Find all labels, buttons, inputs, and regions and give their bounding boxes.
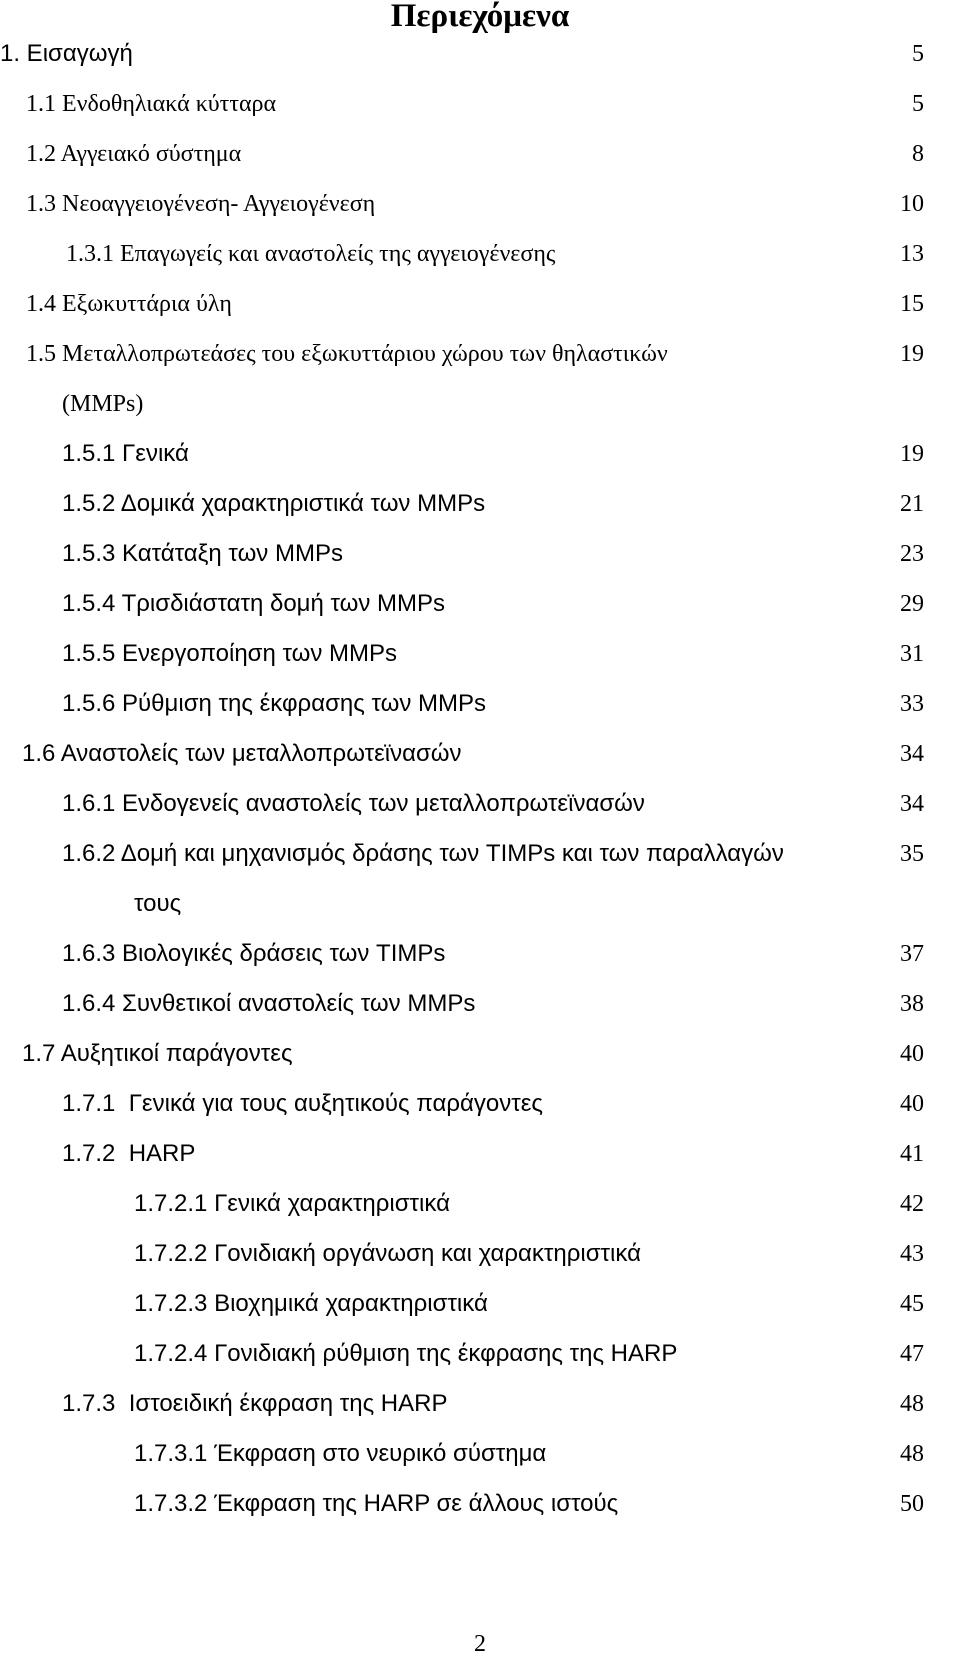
toc-entry-continuation-row xyxy=(0,879,960,929)
toc-entry-label: 1.7.1 Γενικά για τους αυξητικούς παράγοντες xyxy=(62,1090,543,1117)
toc-entry-page: 34 xyxy=(900,741,924,767)
toc-entry-label: 1.7.2 HARP xyxy=(62,1140,196,1167)
toc-entry-label: 1.4 Εξωκυττάρια ύλη xyxy=(26,291,232,317)
toc-entry-label: 1.3.1 Επαγωγείς και αναστολείς της αγγειογένεσης xyxy=(66,241,556,267)
toc-entry-label: 1.3 Νεοαγγειογένεση- Αγγειογένεση xyxy=(26,191,376,217)
toc-entry xyxy=(0,179,960,229)
toc-entry-page: 37 xyxy=(900,941,924,967)
toc-entry-label: 1.6.1 Ενδογενείς αναστολείς των μεταλλοπρωτεϊνασών xyxy=(62,790,645,817)
toc-entry-continuation: (MMPs) xyxy=(62,391,144,417)
toc-entry-page: 34 xyxy=(900,791,924,817)
toc-entry xyxy=(0,329,960,379)
toc-entry-page: 48 xyxy=(900,1391,924,1417)
toc-entry-label: 1.6.3 Βιολογικές δράσεις των TIMPs xyxy=(62,940,446,967)
toc-entry xyxy=(0,629,960,679)
toc-entry-label: 1.6 Αναστολείς των μεταλλοπρωτεϊνασών xyxy=(22,740,462,767)
toc-entry xyxy=(0,579,960,629)
toc-entry-page: 5 xyxy=(912,91,924,117)
toc-entry xyxy=(0,1229,960,1279)
page-number-footer: 2 xyxy=(474,1631,486,1657)
toc-entry-label: 1.7.3.2 Έκφραση της HARP σε άλλους ιστούς xyxy=(134,1490,619,1517)
toc-entry xyxy=(0,1029,960,1079)
toc-entry-label: 1.7.2.3 Βιοχημικά χαρακτηριστικά xyxy=(134,1290,488,1317)
toc-entry-page: 19 xyxy=(900,441,924,467)
toc-entry-continuation-row xyxy=(0,379,960,429)
toc-entry-page: 19 xyxy=(900,341,924,367)
toc-entry-label: 1.5.2 Δομικά χαρακτηριστικά των MMPs xyxy=(62,490,486,517)
toc-entry xyxy=(0,829,960,879)
toc-entry xyxy=(0,929,960,979)
toc-entry-label: 1.7.2.1 Γενικά χαρακτηριστικά xyxy=(134,1190,450,1217)
toc-entry-page: 41 xyxy=(900,1141,924,1167)
toc-entry-page: 23 xyxy=(900,541,924,567)
toc-entry-page: 47 xyxy=(900,1341,924,1367)
toc-entry xyxy=(0,479,960,529)
toc-entry-page: 35 xyxy=(900,841,924,867)
toc-entry-page: 42 xyxy=(900,1191,924,1217)
toc-entry-label: 1.7 Αυξητικοί παράγοντες xyxy=(22,1040,293,1067)
toc-entry-label: 1.5 Μεταλλοπρωτεάσες του εξωκυττάριου χώρου των θηλαστικών xyxy=(26,341,668,367)
page-title: Περιεχόμενα xyxy=(390,0,570,34)
toc-entry-label: 1.5.4 Τρισδιάστατη δομή των MMPs xyxy=(62,590,446,617)
toc-entry-label: 1.5.3 Κατάταξη των MMPs xyxy=(62,540,343,567)
toc-entry-page: 38 xyxy=(900,991,924,1017)
toc-entry xyxy=(0,429,960,479)
toc-entry xyxy=(0,779,960,829)
toc-entry-page: 45 xyxy=(900,1291,924,1317)
toc-entry-label: 1.7.2.4 Γονιδιακή ρύθμιση της έκφρασης της HARP xyxy=(134,1340,678,1367)
toc-entry-page: 43 xyxy=(900,1241,924,1267)
toc-entry xyxy=(0,729,960,779)
toc-entry xyxy=(0,1179,960,1229)
toc-entry-page: 31 xyxy=(900,641,924,667)
toc-entry-page: 21 xyxy=(900,491,924,517)
toc-entry-page: 50 xyxy=(900,1491,924,1517)
toc-entry-label: 1.6.2 Δομή και μηχανισμός δράσης των TIMPs και των παραλλαγών xyxy=(62,840,784,867)
toc-entry-continuation: τους xyxy=(134,890,182,917)
toc-entry-page: 10 xyxy=(900,191,924,217)
toc-entry xyxy=(0,679,960,729)
toc-entry-label: 1.6.4 Συνθετικοί αναστολείς των MMPs xyxy=(62,990,476,1017)
toc-entry-label: 1.5.6 Ρύθμιση της έκφρασης των MMPs xyxy=(62,690,487,717)
table-of-contents xyxy=(0,29,960,1529)
toc-entry xyxy=(0,979,960,1029)
toc-entry xyxy=(0,279,960,329)
toc-entry-label: 1.2 Αγγειακό σύστημα xyxy=(26,141,242,167)
toc-entry xyxy=(0,1379,960,1429)
toc-entry-page: 15 xyxy=(900,291,924,317)
toc-entry-page: 40 xyxy=(900,1041,924,1067)
toc-entry xyxy=(0,529,960,579)
toc-entry-label: 1.5.5 Ενεργοποίηση των MMPs xyxy=(62,640,398,667)
toc-entry xyxy=(0,1429,960,1479)
toc-entry xyxy=(0,79,960,129)
toc-entry-page: 13 xyxy=(900,241,924,267)
toc-entry xyxy=(0,129,960,179)
toc-entry xyxy=(0,1079,960,1129)
toc-entry xyxy=(0,1279,960,1329)
toc-entry-label: 1.1 Ενδοθηλιακά κύτταρα xyxy=(26,91,277,117)
toc-entry-label: 1.7.3 Ιστοειδική έκφραση της HARP xyxy=(62,1390,448,1417)
toc-entry-label: 1.7.3.1 Έκφραση στο νευρικό σύστημα xyxy=(134,1440,547,1467)
toc-entry-label: 1.5.1 Γενικά xyxy=(62,440,189,467)
toc-entry xyxy=(0,1129,960,1179)
toc-entry xyxy=(0,1329,960,1379)
toc-entry xyxy=(0,29,960,79)
toc-entry-page: 48 xyxy=(900,1441,924,1467)
toc-entry xyxy=(0,229,960,279)
toc-entry-page: 40 xyxy=(900,1091,924,1117)
toc-entry-page: 33 xyxy=(900,691,924,717)
toc-entry-label: 1. Εισαγωγή xyxy=(0,40,133,67)
toc-entry-page: 29 xyxy=(900,591,924,617)
toc-entry-page: 5 xyxy=(912,41,924,67)
toc-entry-page: 8 xyxy=(912,141,924,167)
toc-entry xyxy=(0,1479,960,1529)
toc-entry-label: 1.7.2.2 Γονιδιακή οργάνωση και χαρακτηριστικά xyxy=(134,1240,641,1267)
